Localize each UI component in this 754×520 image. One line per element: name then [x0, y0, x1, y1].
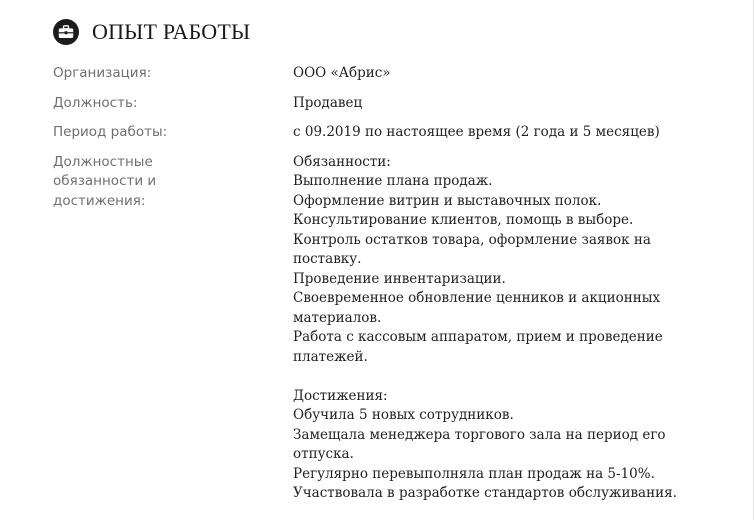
organization-value: ООО «Абрис»	[293, 65, 391, 81]
experience-details	[53, 64, 733, 514]
period-label: Период работы:	[53, 124, 168, 140]
blank-line	[293, 367, 733, 387]
responsibility-item: Контроль остатков товара, оформление заявок на	[293, 231, 651, 248]
achievement-item: Регулярно перевыполняла план продаж на 5-10%.	[293, 465, 655, 482]
achievement-item: отпуска.	[293, 446, 354, 462]
achievement-item: Замещала менеджера торгового зала на период его	[293, 426, 666, 443]
position-row	[53, 94, 733, 114]
organization-label: Организация:	[53, 65, 152, 81]
responsibility-item: Своевременное обновление ценников и акционных	[293, 290, 661, 306]
position-value: Продавец	[293, 94, 363, 111]
responsibility-item: Работа с кассовым аппаратом, прием и проведение	[293, 329, 663, 345]
duties-label-line: достижения:	[53, 192, 146, 209]
duties-label-line: Должностные	[53, 153, 153, 170]
duties-label-line: обязанности и	[53, 173, 157, 189]
responsibility-item: Выполнение плана продаж.	[293, 173, 493, 189]
responsibility-item: поставку.	[293, 251, 362, 267]
section-header	[53, 18, 250, 46]
responsibility-item: Проведение инвентаризации.	[293, 270, 506, 287]
duties-row	[53, 153, 733, 504]
briefcase-icon-graphic	[58, 25, 74, 39]
briefcase-icon	[53, 19, 79, 45]
period-value: с 09.2019 по настоящее время (2 года и 5 месяцев)	[293, 124, 660, 140]
responsibility-item: Консультирование клиентов, помощь в выборе.	[293, 212, 634, 228]
section-title: ОПЫТ РАБОТЫ	[92, 19, 251, 44]
achievements-heading: Достижения:	[293, 387, 388, 404]
duties-label	[53, 153, 293, 212]
responsibility-item: материалов.	[293, 309, 382, 326]
organization-row	[53, 64, 733, 84]
responsibility-item: Оформление витрин и выставочных полок.	[293, 192, 602, 209]
duties-value	[293, 153, 733, 504]
responsibility-item: платежей.	[293, 348, 368, 365]
position-label: Должность:	[53, 94, 138, 111]
achievement-item: Участвовала в разработке стандартов обслуживания.	[293, 485, 677, 501]
period-row	[53, 123, 733, 143]
achievement-item: Обучила 5 новых сотрудников.	[293, 407, 514, 423]
responsibilities-heading: Обязанности:	[293, 153, 391, 170]
